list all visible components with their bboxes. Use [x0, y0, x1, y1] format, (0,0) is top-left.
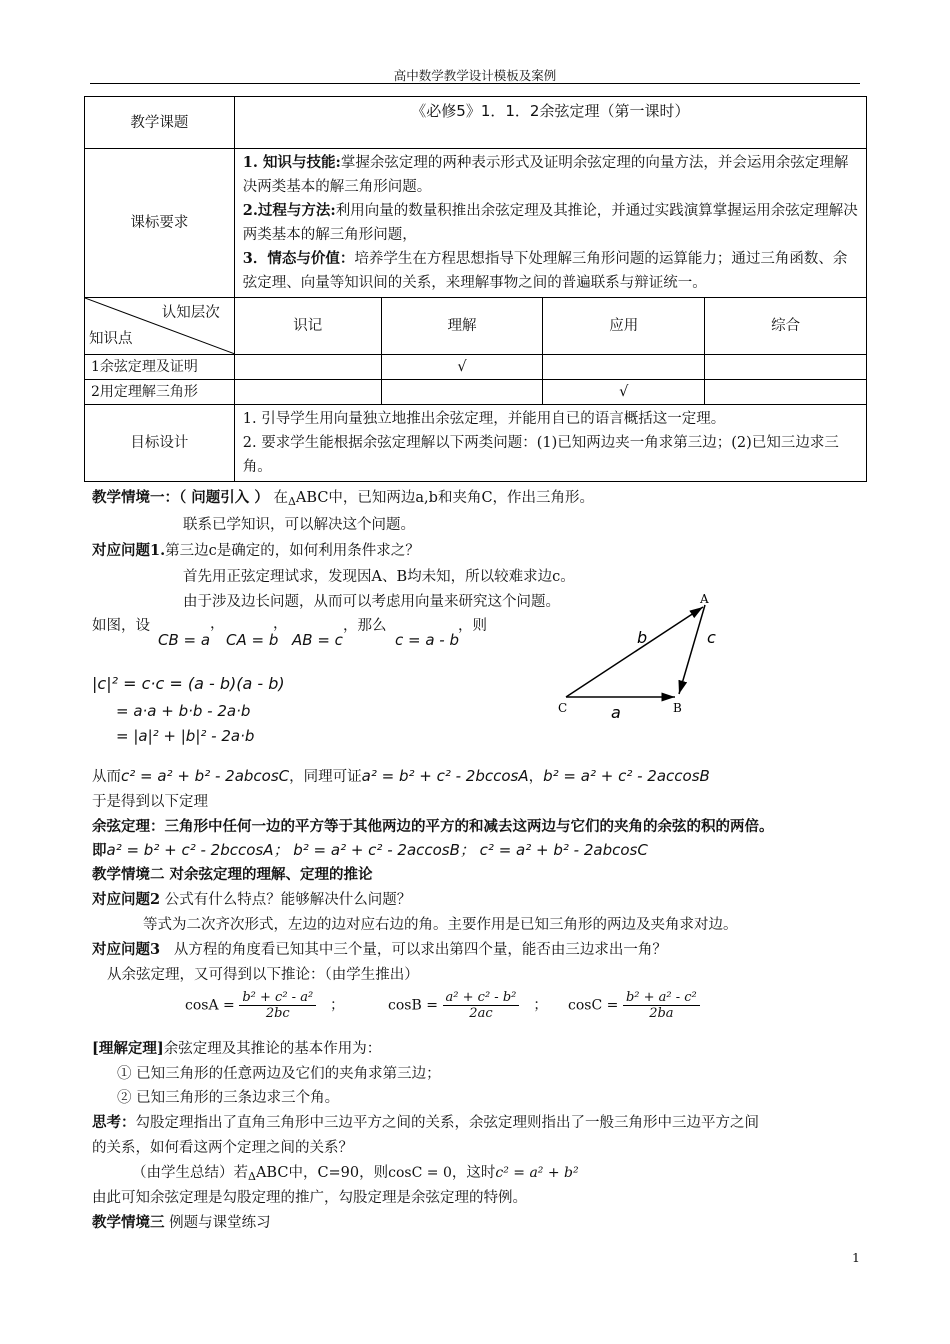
- use-1: ① 已知三角形的任意两边及它们的夹角求第三边；: [117, 1066, 441, 1082]
- goal-line-1: 1. 引导学生用向量独立地推出余弦定理，并能用自已的语言概括这一定理。: [242, 411, 726, 427]
- topic-value: 《必修5》1．1．2余弦定理（第一课时）: [234, 97, 866, 149]
- cosB-denominator: 2ac: [469, 1006, 493, 1021]
- corollary-cosC: [568, 990, 700, 1021]
- knowledge-row-1-mark-3: [543, 355, 705, 380]
- cosA-numerator: b² + c² - a²: [239, 990, 316, 1006]
- cosC-numerator: b² + a² - c²: [623, 990, 700, 1006]
- question-1-line: [92, 539, 420, 560]
- comma-1: ，: [210, 616, 225, 632]
- question-1-line-2: 首先用正弦定理试求，发现因A、B均未知，所以较难求边c。: [183, 569, 575, 585]
- from-label: 从而: [92, 769, 121, 785]
- question-3-title: 对应问题3: [92, 941, 161, 958]
- ji-label: 即: [92, 842, 107, 859]
- situation-1-line: [92, 486, 594, 508]
- think-line-1: [92, 1111, 759, 1132]
- page-number: 1: [852, 1250, 860, 1265]
- question-2-text: 公式有什么特点？能够解决什么问题？: [164, 892, 412, 908]
- understand-title: [理解定理]: [92, 1040, 164, 1057]
- req-item3-title: 3．情态与价值：: [242, 250, 355, 267]
- figure-then: ，那么: [343, 618, 387, 634]
- from-line: 从而c² = a² + b² - 2abcosC，同理可证a² = b² + c² - 2bccosA，b² = a² + c² - 2accosB: [92, 767, 710, 785]
- vertex-b-label: B: [673, 701, 682, 715]
- situation-1-title: 教学情境一：（ 问题引入 ）: [92, 489, 269, 506]
- side-b-label: b: [637, 628, 648, 647]
- col-header-4: 综合: [705, 298, 867, 355]
- theorem-statement: 余弦定理：三角形中任何一边的平方等于其他两边的平方的和减去这两边与它们的夹角的余弦的积的两倍。: [92, 818, 774, 835]
- think-line-2: 的关系，如何看这两个定理之间的关系？: [92, 1140, 353, 1156]
- corollary-cosA: [185, 990, 345, 1021]
- semicolon-1: ；: [330, 997, 345, 1014]
- goal-label: 目标设计: [85, 405, 235, 482]
- derivation-line-3: = |a|² + |b|² - 2a·b: [116, 727, 255, 745]
- side-c-label: c: [707, 628, 716, 647]
- figure-ze: ，则: [458, 618, 487, 634]
- question-1-text: 第三边c是确定的，如何利用条件求之？: [165, 543, 420, 559]
- derivation-line-2: = a·a + b·b - 2a·b: [116, 702, 251, 720]
- comma-2: ，: [273, 616, 288, 632]
- knowledge-row-1-label: 1余弦定理及证明: [85, 355, 235, 380]
- situation-1-text-b: ABC中，已知两边a,b和夹角C，作出三角形。: [295, 490, 595, 506]
- knowledge-row-1-mark-1: [234, 355, 381, 380]
- req-item2-title: 2.过程与方法:: [242, 202, 336, 219]
- summary-text-b: ABC中，C=90: [255, 1165, 360, 1181]
- understand-line: [92, 1037, 381, 1058]
- knowledge-row-2-label: 2用定理解三角形: [85, 380, 235, 405]
- side-c-arrow: [679, 605, 705, 694]
- req-item1-text: 掌握余弦定理的两种表示形式及证明余弦定理的向量方法，并会运用余弦定理解决两类基本的解三角形问题。: [242, 155, 849, 195]
- page-header: 高中数学教学设计模板及案例: [393, 68, 557, 83]
- summary-text-c: ，则: [359, 1165, 389, 1181]
- situation-2-title: 教学情境二 对余弦定理的理解、定理的推论: [92, 866, 373, 883]
- summary-line: [132, 1161, 579, 1183]
- diagonal-header-cell: [85, 298, 235, 355]
- knowledge-row-2-mark-4: [705, 380, 867, 405]
- question-3-text: 从方程的角度看已知其中三个量，可以求出第四个量，能否由三边求出一角？: [173, 942, 667, 958]
- knowledge-row-2-mark-3: √: [543, 380, 705, 405]
- summary-pythagorean: c² = a² + b²: [495, 1165, 579, 1181]
- req-item1-title: 1. 知识与技能:: [242, 154, 341, 171]
- summary-cosC: cosC = 0: [388, 1165, 452, 1181]
- cosC-lhs: cosC =: [568, 997, 619, 1014]
- situation-3-line: [92, 1211, 271, 1232]
- got-line: 于是得到以下定理: [92, 794, 208, 810]
- delta-symbol-2: Δ: [248, 1170, 256, 1183]
- vector-cb: CB = a: [158, 631, 211, 649]
- theorem-formulas: a² = b² + c² - 2bccosA； b² = a² + c² - 2accosB； c² = a² + b² - 2abcosC: [106, 841, 648, 859]
- law-of-cosines-b: b² = a² + c² - 2accosB: [543, 767, 710, 785]
- situation-1-line-2: 联系已学知识，可以解决这个问题。: [183, 517, 415, 533]
- understand-text: 余弦定理及其推论的基本作用为：: [163, 1041, 382, 1057]
- req-item3-text: 培养学生在方程思想指导下处理解三角形问题的运算能力；通过三角函数、余弦定理、向量等知识间的关系，来理解事物之间的普遍联系与辩证统一。: [242, 251, 848, 291]
- knowledge-row-2-mark-1: [234, 380, 381, 405]
- lesson-table: [84, 96, 867, 482]
- situation-3-text: 例题与课堂练习: [169, 1215, 271, 1231]
- requirements-content: [234, 149, 866, 298]
- figure-intro: 如图，设: [92, 618, 150, 634]
- conclusion-line: 由此可知余弦定理是勾股定理的推广，勾股定理是余弦定理的特例。: [92, 1190, 527, 1206]
- summary-text-a: （由学生总结）若: [132, 1165, 248, 1181]
- header-rule: [90, 83, 860, 84]
- situation-3-title: 教学情境三: [92, 1214, 165, 1231]
- semicolon-2: ；: [533, 997, 548, 1014]
- topic-label: 教学课题: [85, 97, 235, 149]
- question-2-answer: 等式为二次齐次形式，左边的边对应右边的角。主要作用是已知三角形的两边及夹角求对边。: [143, 917, 738, 933]
- think-title: 思考：: [92, 1114, 136, 1131]
- law-of-cosines-c: c² = a² + b² - 2abcosC: [121, 767, 290, 785]
- corollary-cosB: [388, 990, 548, 1021]
- cosB-numerator: a² + c² - b²: [443, 990, 520, 1006]
- corollary-intro: 从余弦定理，又可得到以下推论：（由学生推出）: [107, 967, 419, 983]
- cosA-lhs: cosA =: [185, 997, 235, 1014]
- triangle-figure: [548, 585, 748, 720]
- vertex-a-label: A: [700, 592, 709, 606]
- derivation-line-1: |c|² = c·c = (a - b)(a - b): [92, 674, 285, 693]
- question-2-title: 对应问题2: [92, 891, 161, 908]
- requirements-label: 课标要求: [85, 149, 235, 298]
- side-a-label: a: [611, 703, 621, 720]
- law-of-cosines-a: a² = b² + c² - 2bccosA: [361, 767, 529, 785]
- use-2: ② 已知三角形的三条边求三个角。: [117, 1090, 340, 1106]
- col-header-2: 理解: [381, 298, 543, 355]
- knowledge-row-1-mark-4: [705, 355, 867, 380]
- delta-symbol: Δ: [287, 495, 296, 508]
- cosC-denominator: 2ba: [649, 1006, 674, 1021]
- ji-line: [92, 839, 648, 860]
- diag-top-label: 认知层次: [161, 305, 220, 321]
- col-header-3: 应用: [543, 298, 705, 355]
- req-item2-text: 利用向量的数量积推出余弦定理及其推论，并通过实践演算掌握运用余弦定理解决两类基本的解三角形问题，: [242, 203, 858, 243]
- col-header-1: 识记: [234, 298, 381, 355]
- vector-c-equation: c = a - b: [395, 631, 460, 649]
- knowledge-row-2-mark-2: [381, 380, 543, 405]
- vector-ab: AB = c: [292, 631, 343, 649]
- question-1-line-3: 由于涉及边长问题，从而可以考虑用向量来研究这个问题。: [183, 594, 560, 610]
- summary-text-d: ，这时: [451, 1165, 496, 1181]
- vertex-c-label: C: [558, 701, 568, 715]
- question-2-line: [92, 888, 411, 909]
- goal-content: [234, 405, 866, 482]
- vector-ca: CA = b: [226, 631, 279, 649]
- goal-line-2: 2. 要求学生能根据余弦定理解以下两类问题：(1)已知两边夹一角求第三边；(2)已知三边求三角。: [242, 435, 839, 475]
- knowledge-row-1-mark-2: √: [381, 355, 543, 380]
- question-1-title: 对应问题1.: [92, 542, 166, 559]
- similar-label: ，同理可证: [289, 769, 362, 785]
- question-3-line: [92, 938, 667, 959]
- cosA-denominator: 2bc: [265, 1006, 290, 1021]
- cosB-lhs: cosB =: [388, 997, 438, 1014]
- situation-1-text-a: 在: [273, 490, 288, 506]
- diag-bottom-label: 知识点: [89, 331, 133, 347]
- think-text-1: 勾股定理指出了直角三角形中三边平方之间的关系，余弦定理则指出了一般三角形中三边平方之间: [135, 1115, 759, 1131]
